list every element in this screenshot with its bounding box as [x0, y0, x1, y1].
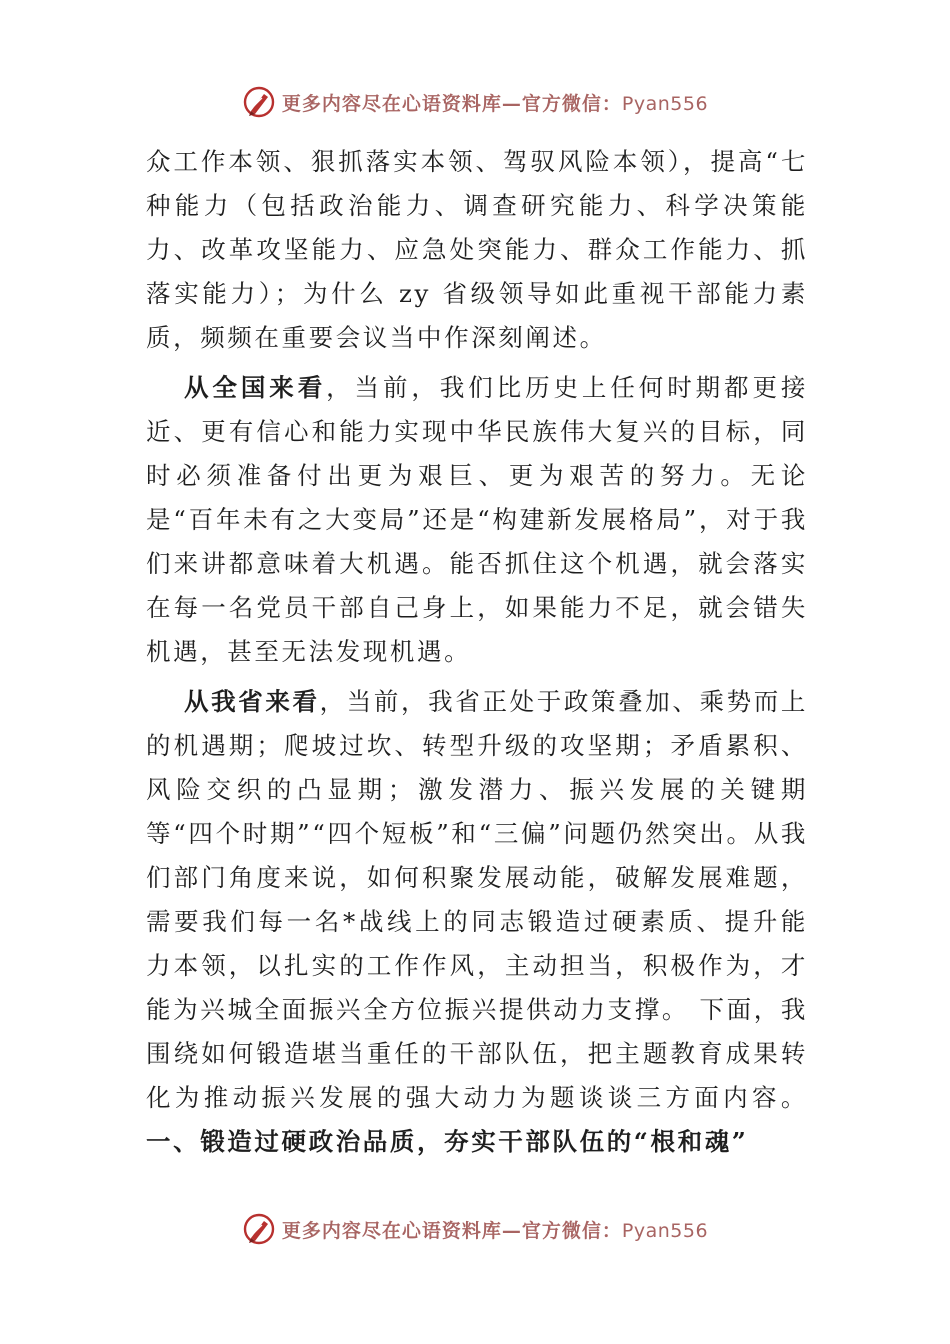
watermark-text: 更多内容尽在心语资料库—官方微信：	[281, 92, 622, 115]
paragraph-3-lead: 从我省来看	[184, 687, 320, 716]
paragraph-2-text: ，当前，我们比历史上任何时期都更接近、更有信心和能力实现中华民族伟大复兴的目标，同时必须准备付出更为艰巨、更为艰苦的努力。无论是“百年未有之大变局”还是“构建新发展格局”，对于我们来讲都意味着大机遇。能否抓住这个机遇，就会落实在每一名党员干部自己身上，如果能力不足，就会错失机遇，甚至无法发现机遇。	[146, 373, 809, 666]
section-heading-1: 一、锻造过硬政治品质，夯实干部队伍的“根和魂”	[146, 1127, 749, 1156]
paragraph-1-text: 众工作本领、狠抓落实本领、驾驭风险本领），提高“七种能力（包括政治能力、调查研究能力、科学决策能力、改革攻坚能力、应急处突能力、群众工作能力、抓落实能力）；为什么 zy 省级领导如此重视干部能力素质，频频在重要会议当中作深刻阐述。	[146, 147, 808, 352]
watermark-text: 更多内容尽在心语资料库—官方微信：	[281, 1219, 622, 1242]
watermark-wechat-id: Pyan556	[621, 1219, 709, 1242]
document-body	[146, 140, 808, 1164]
pen-logo-icon	[242, 85, 276, 119]
paragraph-2-lead: 从全国来看	[184, 373, 327, 402]
footer-watermark	[0, 1209, 950, 1249]
paragraph-3-text: ，当前，我省正处于政策叠加、乘势而上的机遇期；爬坡过坎、转型升级的攻坚期；矛盾累积、风险交织的凸显期；激发潜力、振兴发展的关键期等“四个时期”“四个短板”和“三偏”问题仍然突出。从我们部门角度来说，如何积聚发展动能，破解发展难题，需要我们每一名*战线上的同志锻造过硬素质、提升能力本领，以扎实的工作作风，主动担当，积极作为，才能为兴城全面振兴全方位振兴提供动力支撑。 下面，我围绕如何锻造堪当重任的干部队伍，把主题教育成果转化为推动振兴发展的强大动力为题谈谈三方面内容。	[146, 687, 808, 1112]
pen-logo-icon	[242, 1212, 276, 1246]
paragraph-3	[146, 680, 808, 1164]
watermark-wechat-id: Pyan556	[621, 92, 709, 115]
header-watermark	[0, 82, 950, 122]
paragraph-1	[146, 140, 808, 360]
paragraph-2	[146, 366, 808, 674]
